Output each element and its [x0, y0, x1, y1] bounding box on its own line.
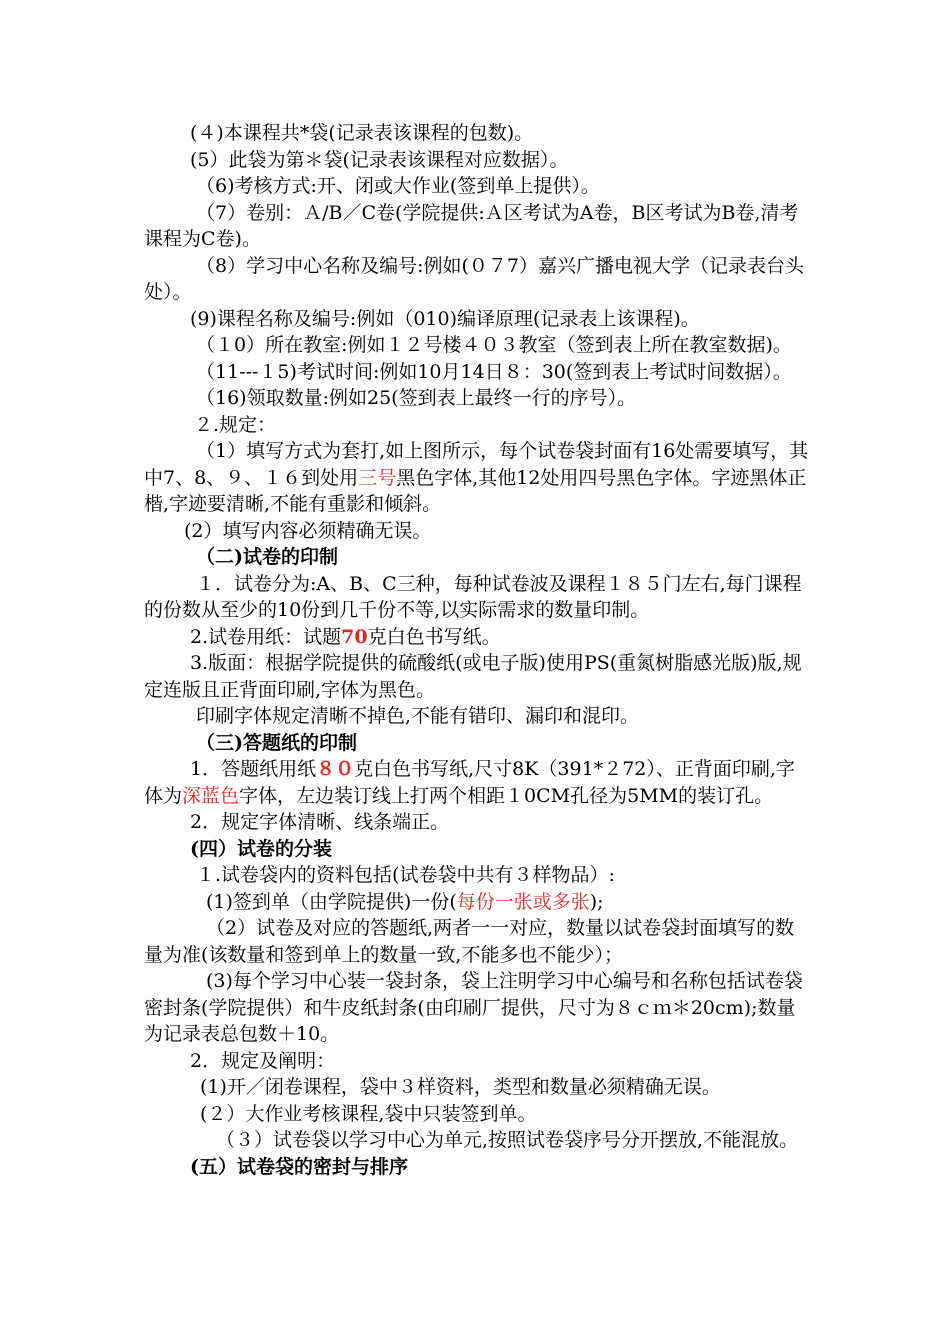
section-heading: (四）试卷的分装 [190, 837, 332, 860]
paragraph: 印刷字体规定清晰不掉色,不能有错印、漏印和混印。 [196, 705, 640, 727]
paragraph: （2）试卷及对应的答题纸,两者一一对应，数量以试卷袋封面填写的数量为准(该数量和签到单上的数量一致,不能多也不能少）； [144, 917, 795, 966]
paragraph [144, 624, 809, 651]
paragraph: (2）填写内容必须精确无误。 [184, 519, 432, 542]
text-run: 2.试卷用纸：试题 [190, 625, 342, 648]
highlighted-text: 70 [341, 625, 368, 648]
paragraph: (４)本课程共*袋(记录表该课程的包数)。 [190, 122, 534, 144]
paragraph: （8）学习中心名称及编号:例如(０７7）嘉兴广播电视大学（记录表台头处）。 [144, 254, 804, 303]
highlighted-text: 三号 [358, 466, 397, 489]
paragraph: ２.规定： [194, 413, 277, 436]
paragraph: 3.版面：根据学院提供的硫酸纸(或电子版)使用PS(重氮树脂感光版)版,规定连版且正背面印刷,字体为黑色。 [144, 652, 802, 701]
paragraph: 2．规定及阐明： [190, 1049, 336, 1072]
section-heading: （二)试卷的印制 [196, 546, 338, 568]
text-run: 克白色书写纸,尺寸8K（391*２72）、正背面印刷,字体为 [144, 758, 795, 807]
paragraph [144, 889, 809, 916]
paragraph: （11---１5)考试时间:例如10月14日８：30(签到表上考试时间数据）。 [196, 360, 792, 383]
section-heading: （三)答题纸的印制 [196, 731, 357, 754]
text-run: 1．答题纸用纸 [190, 758, 317, 780]
paragraph: (1)开／闭卷课程，袋中３样资料，类型和数量必须精确无误。 [200, 1076, 721, 1098]
text-run: (1)签到单（由学院提供)一份( [206, 890, 457, 913]
paragraph: （３）试卷袋以学习中心为单元,按照试卷袋序号分开摆放,不能混放。 [216, 1129, 799, 1151]
document-body [144, 120, 809, 1180]
section-heading: (五）试卷袋的密封与排序 [190, 1155, 408, 1178]
highlighted-text: 深蓝色 [182, 784, 240, 807]
paragraph: (２）大作业考核课程,袋中只装签到单。 [200, 1102, 537, 1125]
text-run: 克白色书写纸。 [367, 625, 501, 648]
text-run: （1）填写方式为套打,如上图所示，每个试卷袋封面有16处需要填写，其中7、8、９、１６到处用 [144, 440, 809, 489]
paragraph [144, 756, 809, 809]
text-run: 字体，左边装订线上打两个相距１0CM孔径为5MM的装订孔。 [239, 784, 774, 807]
paragraph: （6)考核方式:开、闭或大作业(签到单上提供）。 [196, 175, 600, 197]
paragraph: (9)课程名称及编号:例如（010)编译原理(记录表上该课程)。 [190, 307, 700, 330]
paragraph: １.试卷袋内的资料包括(试卷袋中共有３样物品）: [196, 864, 615, 886]
text-run: 黑色字体,其他12处用四号黑色字体。字迹黑体正楷,字迹要清晰,不能有重影和倾斜。 [144, 466, 807, 515]
paragraph: 2．规定字体清晰、线条端正。 [190, 811, 450, 833]
highlighted-text: ８０ [316, 758, 355, 780]
paragraph [144, 438, 809, 518]
text-run: ); [589, 890, 604, 913]
paragraph: （7）卷别：Ａ/B／C卷(学院提供:Ａ区考试为A卷，B区考试为B卷,清考课程为C卷)。 [144, 201, 799, 250]
paragraph: （16)领取数量:例如25(签到表上最终一行的序号）。 [196, 387, 637, 409]
highlighted-text: 每份一张或多张 [456, 890, 590, 913]
paragraph: (3)每个学习中心装一袋封条，袋上注明学习中心编号和名称包括试卷袋密封条(学院提供）和牛皮纸封条(由印刷厂提供，尺寸为８ｃｍ＊20cm);数量为记录表总包数＋10。 [144, 970, 803, 1045]
paragraph: １．试卷分为:A、B、C三种，每种试卷波及课程１８５门左右,每门课程的份数从至少的10份到几千份不等,以实际需求的数量印制。 [144, 572, 802, 621]
paragraph: (5）此袋为第＊袋(记录表该课程对应数据）。 [190, 148, 569, 171]
paragraph: （１0）所在教室:例如１２号楼４０３教室（签到表上所在教室数据)。 [196, 334, 792, 356]
